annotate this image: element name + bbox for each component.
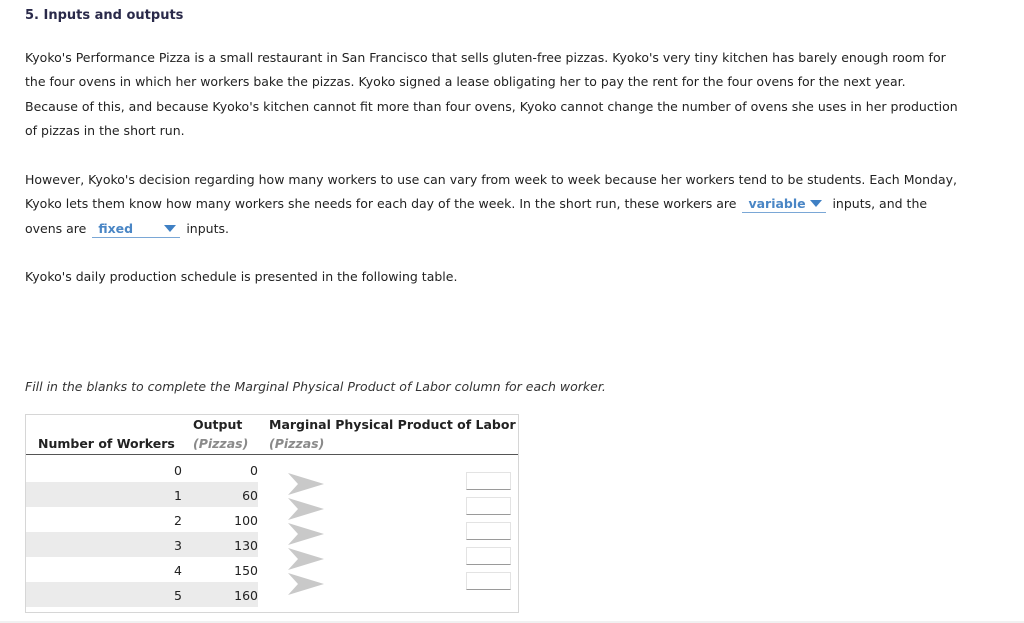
workers-cell: 1 [174,488,182,503]
output-cell: 160 [234,588,258,603]
workers-input-type-value: variable [748,196,806,212]
header-divider [26,454,518,455]
output-cell: 150 [234,563,258,578]
output-cell: 130 [234,538,258,553]
labor-paragraph-part1: However, Kyoko's decision regarding how many workers to use can vary from week to week because her workers tend to be students. Each Monday, Kyoko lets them know how many workers she needs for each day of the week. In the short run, these workers are [25,172,958,212]
table-row [26,557,258,582]
output-cell: 60 [242,488,258,503]
workers-cell: 3 [174,538,182,553]
labor-paragraph-part2: inputs, and the ovens are [25,196,928,236]
production-table [25,414,519,613]
mpp-input-worker-2[interactable] [466,497,511,515]
workers-cell: 4 [174,563,182,578]
col-header-mpp-unit: (Pizzas) [269,436,325,451]
ovens-input-type-dropdown[interactable] [92,220,180,238]
caret-down-icon [164,225,176,232]
mpp-input-worker-5[interactable] [466,572,511,590]
chevron-right-icon [288,548,324,570]
col-header-workers: Number of Workers [38,436,175,451]
table-row [26,457,258,482]
col-header-output: Output [193,417,243,432]
caret-down-icon [810,200,822,207]
table-row [26,507,258,532]
workers-cell: 5 [174,588,182,603]
question-heading: 5. Inputs and outputs [25,8,184,23]
mpp-input-worker-3[interactable] [466,522,511,540]
mpp-input-worker-4[interactable] [466,547,511,565]
col-header-output-unit: (Pizzas) [193,436,249,451]
ovens-input-type-value: fixed [98,220,134,236]
chevron-right-icon [288,498,324,520]
labor-paragraph-part3: inputs. [186,220,229,236]
intro-paragraph: Kyoko's Performance Pizza is a small restaurant in San Francisco that sells gluten-free pizzas. Kyoko's very tiny kitchen has barely enough room for the four ovens in which her workers bake the pizzas. Kyoko signed a lease obligating her to pay the rent for the four ovens for the next year. Because of this, and because Kyoko's kitchen cannot fit more than four ovens, Kyoko cannot change the number of ovens she uses in her production of pizzas in the short run. [25,50,958,138]
chevron-right-icon [288,523,324,545]
table-row [26,582,258,607]
mpp-input-worker-1[interactable] [466,472,511,490]
workers-cell: 2 [174,513,182,528]
table-row [26,482,258,507]
labor-paragraph [25,168,960,241]
table-row [26,532,258,557]
output-cell: 0 [250,463,258,478]
chevron-right-icon [288,573,324,595]
chevron-right-icon [288,473,324,495]
output-cell: 100 [234,513,258,528]
col-header-mpp: Marginal Physical Product of Labor [269,417,516,432]
schedule-intro: Kyoko's daily production schedule is presented in the following table. [25,269,458,284]
instruction-text: Fill in the blanks to complete the Marginal Physical Product of Labor column for each worker. [25,379,606,394]
workers-cell: 0 [174,463,182,478]
workers-input-type-dropdown[interactable] [742,195,826,213]
